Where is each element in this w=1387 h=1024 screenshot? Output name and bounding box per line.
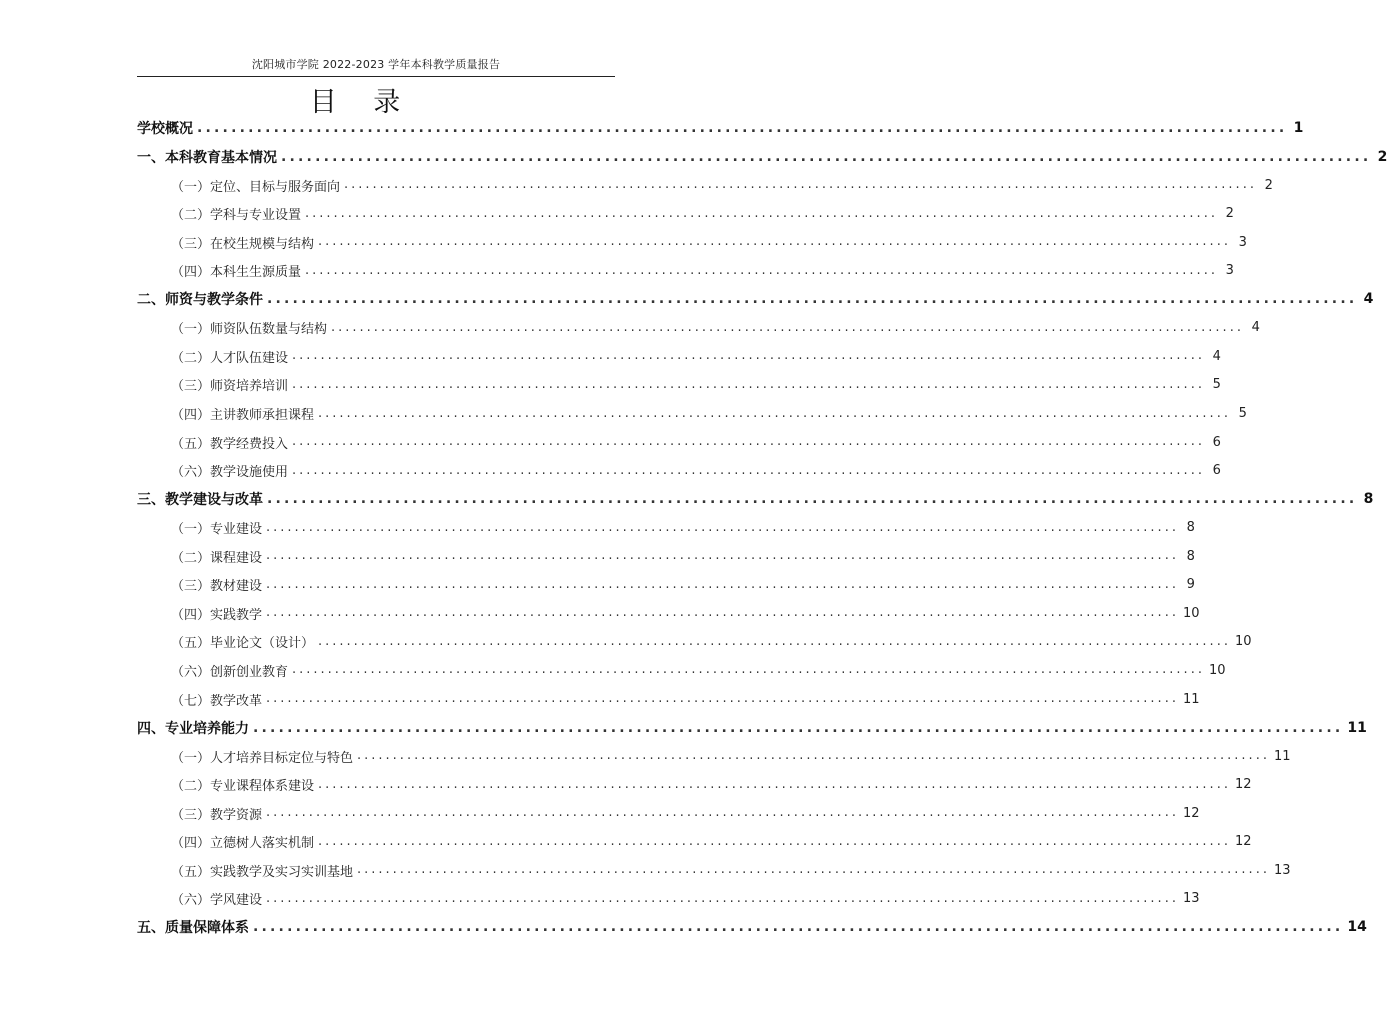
toc-section-entry[interactable] <box>137 146 1387 168</box>
toc-subsection-entry[interactable] <box>137 231 1247 253</box>
toc-page-number: 2 <box>1225 206 1234 222</box>
toc-dot-leader: ................................................................................................................................ <box>266 605 1179 621</box>
toc-page-number: 1 <box>1293 120 1304 136</box>
toc-dot-leader: ................................................................................................................................ <box>266 805 1179 821</box>
toc-page-number: 4 <box>1363 291 1374 308</box>
toc-entry-label: （三）在校生规模与结构 <box>171 236 315 252</box>
toc-page-number: 6 <box>1212 434 1221 450</box>
toc-subsection-entry[interactable] <box>137 203 1234 225</box>
toc-dot-leader: ................................................................................................................................ <box>267 291 1358 308</box>
toc-subsection-entry[interactable] <box>137 802 1200 824</box>
toc-subsection-entry[interactable] <box>137 688 1200 710</box>
toc-subsection-entry[interactable] <box>137 317 1260 339</box>
toc-entry-label: 三、教学建设与改革 <box>137 492 263 509</box>
toc-dot-leader: ................................................................................................................................ <box>266 519 1179 535</box>
toc-page-number: 10 <box>1234 634 1252 650</box>
toc-entry-label: （六）教学设施使用 <box>171 465 289 481</box>
toc-dot-leader: ................................................................................................................................ <box>331 319 1244 335</box>
toc-entry-label: （三）教学资源 <box>171 807 263 823</box>
toc-page-number: 13 <box>1273 862 1291 878</box>
toc-subsection-entry[interactable] <box>137 517 1195 539</box>
toc-dot-leader: ................................................................................................................................ <box>318 234 1231 250</box>
toc-page-number: 2 <box>1377 148 1387 165</box>
toc-subsection-entry[interactable] <box>137 888 1200 910</box>
page-title: 目 录 <box>309 87 415 118</box>
toc-page-number: 14 <box>1347 919 1367 936</box>
toc-page-number: 12 <box>1234 777 1252 793</box>
toc-dot-leader: ................................................................................................................................ <box>292 348 1205 364</box>
toc-section-entry[interactable] <box>137 288 1374 310</box>
toc-subsection-entry[interactable] <box>137 545 1195 567</box>
header-rule <box>137 76 615 77</box>
toc-entry-label: （五）毕业论文（设计） <box>171 636 315 652</box>
toc-page-number: 10 <box>1182 605 1200 621</box>
toc-dot-leader: ................................................................................................................................ <box>267 491 1358 508</box>
toc-dot-leader: ................................................................................................................................ <box>266 691 1179 706</box>
toc-dot-leader: ................................................................................................................................ <box>266 548 1179 564</box>
toc-page-number: 12 <box>1182 805 1200 821</box>
toc-dot-leader: ................................................................................................................................ <box>305 205 1218 221</box>
toc-section-entry[interactable] <box>137 916 1367 938</box>
toc-section-entry[interactable] <box>137 488 1374 510</box>
toc-entry-label: （四）立德树人落实机制 <box>171 836 315 852</box>
toc-subsection-entry[interactable] <box>137 631 1252 653</box>
toc-page-number: 11 <box>1347 719 1367 736</box>
toc-subsection-entry[interactable] <box>137 345 1221 367</box>
toc-entry-label: 四、专业培养能力 <box>137 720 249 737</box>
toc-subsection-entry[interactable] <box>137 374 1221 396</box>
toc-dot-leader: ................................................................................................................................ <box>318 633 1231 649</box>
toc-subsection-entry[interactable] <box>137 659 1226 681</box>
toc-subsection-entry[interactable] <box>137 602 1200 624</box>
toc-entry-label: （七）教学改革 <box>171 693 263 709</box>
toc-dot-leader: ................................................................................................................................ <box>357 748 1270 764</box>
toc-entry-label: （二）人才队伍建设 <box>171 350 289 366</box>
toc-page-number: 9 <box>1186 577 1195 593</box>
toc-dot-leader: ................................................................................................................................ <box>253 719 1344 736</box>
toc-dot-leader: ................................................................................................................................ <box>318 833 1231 849</box>
toc-page-number: 4 <box>1212 348 1221 364</box>
toc-subsection-entry[interactable] <box>137 745 1291 767</box>
toc-subsection-entry[interactable] <box>137 260 1234 282</box>
toc-page-number: 5 <box>1212 377 1221 393</box>
toc-entry-label: （四）实践教学 <box>171 607 263 623</box>
toc-dot-leader: ................................................................................................................................ <box>305 262 1218 278</box>
toc-subsection-entry[interactable] <box>137 859 1291 881</box>
toc-dot-leader: ................................................................................................................................ <box>292 434 1205 450</box>
toc-entry-label: （二）课程建设 <box>171 550 263 566</box>
toc-subsection-entry[interactable] <box>137 460 1221 482</box>
toc-entry-label: （四）本科生生源质量 <box>171 265 302 281</box>
toc-dot-leader: ................................................................................................................................ <box>344 177 1257 193</box>
toc-dot-leader: ................................................................................................................................ <box>318 776 1231 792</box>
toc-entry-label: （六）学风建设 <box>171 893 263 909</box>
toc-page-number: 8 <box>1363 491 1374 508</box>
toc-page-number: 13 <box>1182 891 1200 907</box>
toc-page-number: 8 <box>1186 520 1195 536</box>
toc-page-number: 3 <box>1238 234 1247 250</box>
toc-dot-leader: ................................................................................................................................ <box>292 462 1205 478</box>
toc-entry-label: （一）师资队伍数量与结构 <box>171 322 328 338</box>
toc-entry-label: （五）实践教学及实习实训基地 <box>171 864 354 880</box>
toc-page-number: 6 <box>1212 463 1221 479</box>
toc-dot-leader: ................................................................................................................................ <box>266 576 1179 592</box>
toc-subsection-entry[interactable] <box>137 574 1195 596</box>
toc-entry-label: 学校概况 <box>137 121 193 137</box>
running-header: 沈阳城市学院 2022-2023 学年本科教学质量报告 <box>251 58 501 71</box>
toc-entry-label: （一）人才培养目标定位与特色 <box>171 750 354 766</box>
toc-page-number: 11 <box>1273 748 1291 764</box>
toc-page-number: 12 <box>1234 834 1252 850</box>
toc-subsection-entry[interactable] <box>137 774 1252 796</box>
toc-entry-label: 一、本科教育基本情况 <box>137 149 277 166</box>
toc-entry-label: （三）教材建设 <box>171 579 263 595</box>
toc-dot-leader: ................................................................................................................................ <box>253 919 1344 936</box>
toc-page-number: 2 <box>1264 177 1273 193</box>
toc-page-number: 10 <box>1208 662 1226 678</box>
toc-entry-label: （三）师资培养培训 <box>171 379 289 395</box>
toc-dot-leader: ................................................................................................................................ <box>318 405 1231 421</box>
toc-page-number: 11 <box>1182 691 1200 707</box>
toc-subsection-entry[interactable] <box>137 831 1252 853</box>
toc-dot-leader: ................................................................................................................................ <box>197 120 1288 136</box>
toc-page-number: 4 <box>1251 320 1260 336</box>
toc-dot-leader: ................................................................................................................................ <box>292 662 1205 678</box>
toc-section-entry[interactable] <box>137 117 1304 139</box>
toc-entry-label: （二）学科与专业设置 <box>171 208 302 224</box>
toc-page-number: 3 <box>1225 263 1234 279</box>
toc-dot-leader: ................................................................................................................................ <box>266 890 1179 906</box>
toc-entry-label: 二、师资与教学条件 <box>137 292 263 309</box>
toc-entry-label: （六）创新创业教育 <box>171 664 289 680</box>
toc-subsection-entry[interactable] <box>137 174 1273 196</box>
toc-entry-label: （五）教学经费投入 <box>171 436 289 452</box>
toc-subsection-entry[interactable] <box>137 431 1221 453</box>
toc-dot-leader: ................................................................................................................................ <box>357 862 1270 878</box>
toc-entry-label: 五、质量保障体系 <box>137 920 249 937</box>
toc-dot-leader: ................................................................................................................................ <box>281 148 1372 165</box>
toc-entry-label: （一）定位、目标与服务面向 <box>171 179 341 195</box>
toc-page-number: 8 <box>1186 548 1195 564</box>
toc-section-entry[interactable] <box>137 717 1367 739</box>
toc-subsection-entry[interactable] <box>137 403 1247 425</box>
toc-dot-leader: ................................................................................................................................ <box>292 376 1205 392</box>
toc-entry-label: （四）主讲教师承担课程 <box>171 408 315 423</box>
toc-page-number: 5 <box>1238 406 1247 421</box>
toc-entry-label: （一）专业建设 <box>171 522 263 538</box>
toc-entry-label: （二）专业课程体系建设 <box>171 779 315 795</box>
